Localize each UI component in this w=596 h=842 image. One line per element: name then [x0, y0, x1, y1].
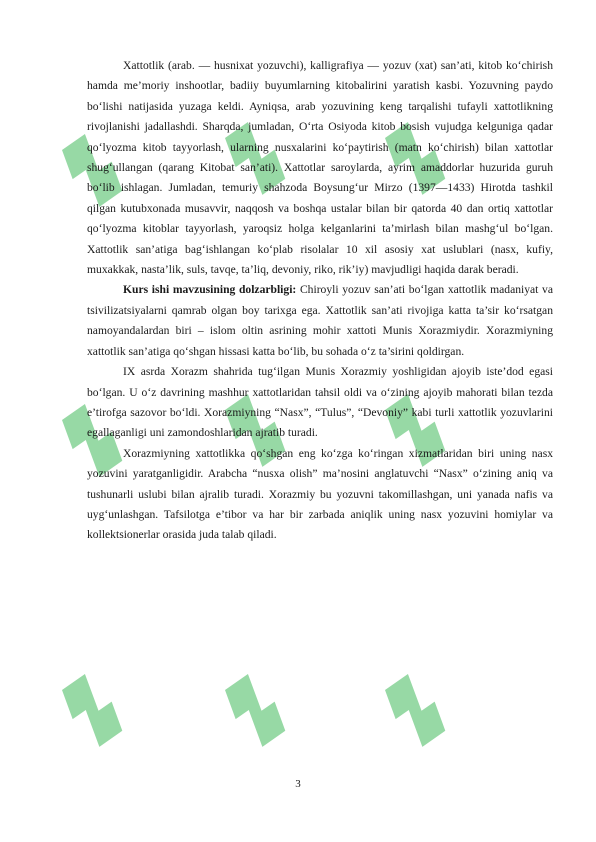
paragraph-2-lead: Kurs ishi mavzusining dolzarbligi:: [123, 283, 297, 297]
paragraph-1: [87, 56, 553, 280]
paragraph-4: [87, 444, 553, 546]
paragraph-2: [87, 280, 553, 362]
page-number: 3: [295, 778, 301, 790]
body-text: [87, 56, 553, 546]
paragraph-3: [87, 362, 553, 444]
paragraph-1-text: Xattotlik (arab. — husnixat yozuvchi), kalligrafiya — yozuv (xat) san’ati, kitob ko‘chirish hamda me’moriy inshootlar, badiiy buyumlarning kitobalirini yaratish kasbi. Yozuvning paydo bo‘lishi natijasida yuzaga keldi. Ayniqsa, arab yozuvining keng tarqalishi tufayli xattotlikning rivojlanishi jadallashdi. Sharqda, jumladan, O‘rta Osiyoda kitob bosish vujudga kelguniga qadar qo‘lyozma kitob tayyorlash, ularning nusxalarini ko‘paytirish (matn ko‘chirish) bilan xattotlar shug‘ullangan (qarang Kitobat san’ati). Xattotlar saroylarda, ayrim amaddorlar huzurida guruh bo‘lib ishlagan. Jumladan, temuriy shahzoda Boysung‘ur Mirzo (1397—1433) Hirotda tashkil qilgan kutubxonada musavvir, naqqosh va boshqa ustalar bilan bir qatorda 40 dan ortiq xattotlar qo‘lyozma kitoblar tayyorlash, yaroqsiz holga kelganlarini ta’mirlash bilan mashg‘ul bo‘lgan. Xattotlik san’atiga bag‘ishlangan ko‘plab risolalar 10 xil asosiy xat uslublari (nasx, kufiy, muxakkak, nasta’lik, suls, tavqe, ta’liq, devoniy, riko, rik’iy) mavjudligi haqida darak beradi.: [87, 59, 553, 277]
paragraph-2-text: Chiroyli yozuv san’ati bo‘lgan xattotlik madaniyat va tsivilizatsiyalarni qamrab olgan boy tarixga ega. Xattotlik san’ati rivojiga katta ta’sir ko‘rsatgan namoyandalardan biri – islom oltin asrining mohir xattoti Munis Xorazmiydir. Xorazmiyning xattotlik san’atiga qo‘shgan hissasi katta bo‘lib, bu sohada o‘z ta’sirini qoldirgan.: [87, 283, 553, 358]
paragraph-4-text: Xorazmiyning xattotlikka qo‘shgan eng ko‘zga ko‘ringan xizmatlaridan biri uning nasx yozuvini yaratganligidir. Arabcha “nusxa olish” ma’nosini anglatuvchi “Nasx” o‘zining aniq va tushunarli uslubi bilan ajralib turadi. Xorazmiy bu yozuvni takomillashgan, uni yanada nafis va uyg‘unlashgan. Tafsilotga e’tibor va har bir zarbada aniqlik uning nasx yozuvini homiylar va kollektsionerlar orasida juda talab qiladi.: [87, 446, 553, 542]
paragraph-3-text: IX asrda Xorazm shahrida tug‘ilgan Munis Xorazmiy yoshligidan ajoyib iste’dod egasi bo‘lgan. U o‘z davrining mashhur xattotlaridan tahsil oldi va o‘zining ajoyib mahorati bilan tezda e’tirofga sazovor bo‘ldi. Xorazmiyning “Nasx”, “Tulus”, “Devoniy” kabi turli xattotlik yozuvlarini egallaganligi uni zamondoshlaridan ajratib turadi.: [87, 365, 553, 440]
